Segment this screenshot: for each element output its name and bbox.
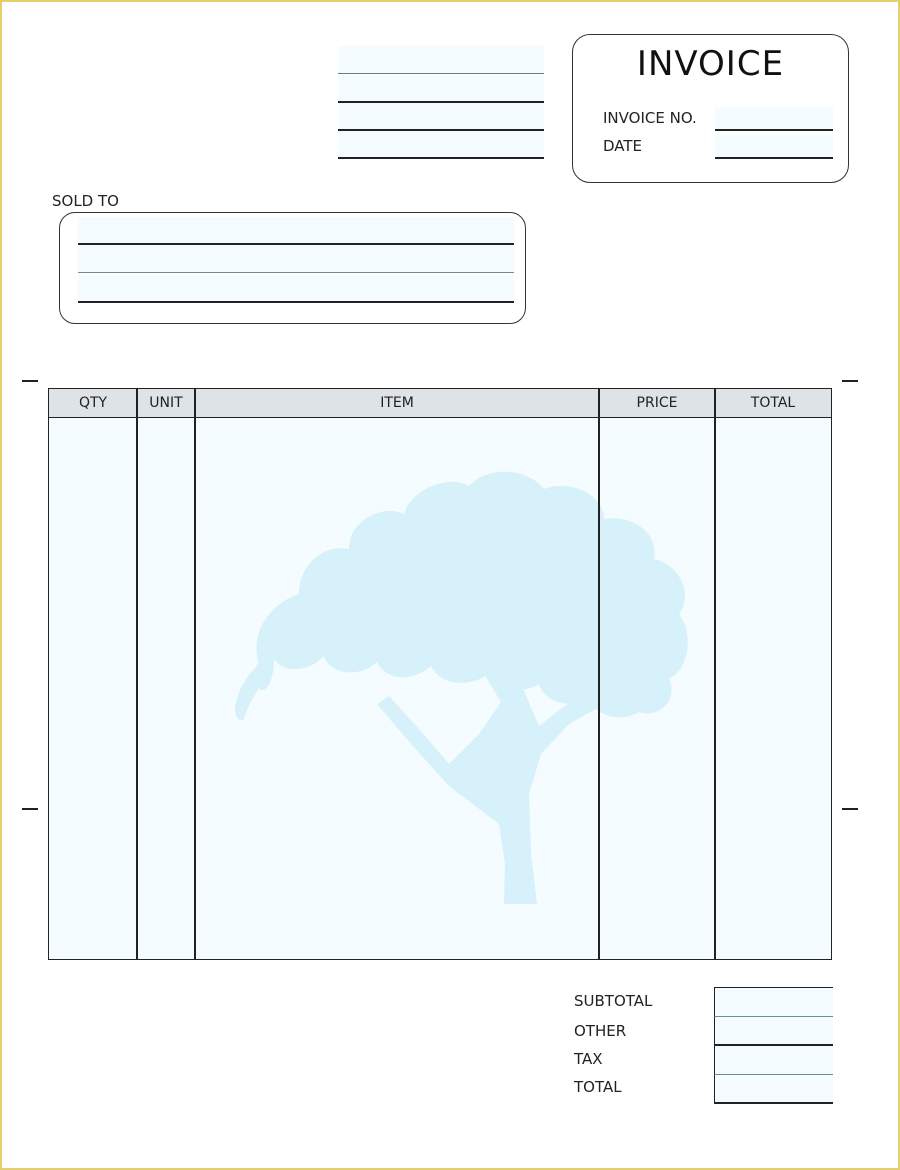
unit-column-cells[interactable] [137, 419, 195, 959]
subtotal-label: SUBTOTAL [574, 992, 653, 1010]
column-header-price: PRICE [636, 395, 678, 411]
crop-mark-left-middle [22, 808, 38, 810]
company-line-2[interactable] [338, 75, 544, 103]
sold-to-line-2[interactable] [78, 245, 514, 273]
column-divider [598, 389, 600, 959]
company-line-4[interactable] [338, 131, 544, 159]
column-header-item: ITEM [380, 395, 414, 411]
total-column-cells[interactable] [715, 419, 831, 959]
invoice-title: INVOICE [636, 44, 785, 84]
crop-mark-right-top [842, 380, 858, 382]
items-table [48, 388, 832, 960]
date-field[interactable] [715, 135, 833, 159]
price-column-cells[interactable] [599, 419, 715, 959]
column-header-total: TOTAL [750, 395, 796, 411]
column-divider [714, 389, 716, 959]
sold-to-line-3[interactable] [78, 275, 514, 303]
total-label: TOTAL [574, 1078, 622, 1096]
other-label: OTHER [574, 1022, 627, 1040]
crop-mark-right-middle [842, 808, 858, 810]
subtotal-field[interactable] [714, 988, 833, 1017]
qty-column-cells[interactable] [49, 419, 137, 959]
column-divider [194, 389, 196, 959]
column-divider [136, 389, 138, 959]
column-header-unit: UNIT [149, 395, 183, 411]
company-line-1[interactable] [338, 46, 544, 74]
tax-field[interactable] [714, 1046, 833, 1075]
column-header-qty: QTY [78, 395, 108, 411]
crop-mark-left-top [22, 380, 38, 382]
tax-label: TAX [574, 1050, 603, 1068]
total-field[interactable] [714, 1075, 833, 1104]
sold-to-line-1[interactable] [78, 217, 514, 245]
sold-to-box [59, 212, 526, 324]
invoice-number-field[interactable] [715, 107, 833, 131]
sold-to-label: SOLD TO [52, 192, 119, 210]
other-field[interactable] [714, 1017, 833, 1046]
company-line-3[interactable] [338, 103, 544, 131]
invoice-number-label: INVOICE NO. [603, 109, 697, 127]
item-column-cells[interactable] [195, 419, 599, 959]
date-label: DATE [603, 137, 643, 155]
invoice-header-box [572, 34, 849, 183]
